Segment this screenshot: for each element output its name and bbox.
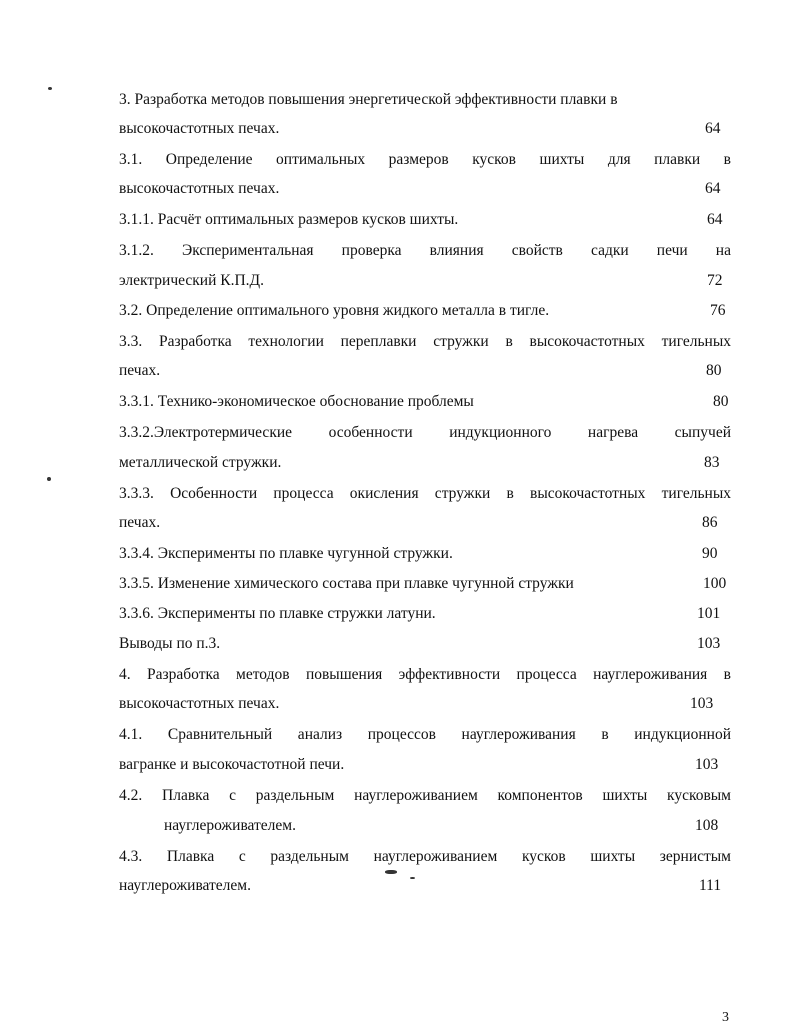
toc-entry-title: 4.3. Плавка с раздельным науглероживанием кусков шихты зернистым bbox=[119, 848, 731, 865]
toc-entry-title: 3.3.3. Особенности процесса окисления стружки в высокочастотных тигельных bbox=[119, 485, 731, 502]
toc-page-number: 64 bbox=[707, 211, 723, 228]
toc-entry-line bbox=[119, 814, 731, 838]
toc-entry-title: 4. Разработка методов повышения эффективности процесса науглероживания в bbox=[119, 666, 731, 683]
toc-page-number: 64 bbox=[705, 120, 721, 137]
toc-entry-line bbox=[119, 511, 731, 535]
toc-entry-title: 3.1.1. Расчёт оптимальных размеров кусков шихты. bbox=[119, 211, 459, 228]
toc-page-number: 103 bbox=[690, 695, 714, 712]
toc-entry-line bbox=[119, 117, 731, 141]
toc-page-number: 103 bbox=[695, 756, 719, 773]
toc-entry-continuation: высокочастотных печах. bbox=[119, 120, 280, 137]
toc-entry-continuation: металлической стружки. bbox=[119, 454, 282, 471]
toc-entry-title: 3.3.2.Электротермические особенности индукционного нагрева сыпучей bbox=[119, 424, 731, 441]
toc-entry-continuation: науглероживателем. bbox=[119, 877, 251, 894]
toc-entry-line bbox=[119, 208, 731, 232]
toc-page-number: 111 bbox=[699, 877, 722, 894]
toc-page-number: 83 bbox=[704, 454, 720, 471]
toc-entry-title: 3.3. Разработка технологии переплавки стружки в высокочастотных тигельных bbox=[119, 333, 731, 350]
toc-entry-title: 3.3.4. Эксперименты по плавке чугунной стружки. bbox=[119, 545, 453, 562]
toc-page-number: 76 bbox=[710, 302, 726, 319]
toc-entry-continuation: высокочастотных печах. bbox=[119, 695, 280, 712]
scan-speck bbox=[48, 87, 52, 90]
toc-entry-title: 3.2. Определение оптимального уровня жидкого металла в тигле. bbox=[119, 302, 550, 319]
toc-entry-line bbox=[119, 299, 731, 323]
toc-entry-line bbox=[119, 390, 731, 414]
toc-entry-line bbox=[119, 359, 731, 383]
toc-page-number: 101 bbox=[697, 605, 721, 622]
toc-entry-continuation: печах. bbox=[119, 514, 161, 531]
page-number: 3 bbox=[722, 1010, 729, 1025]
toc-entry-title: 3.3.5. Изменение химического состава при плавке чугунной стружки bbox=[119, 575, 574, 592]
toc-entry-line bbox=[119, 269, 731, 293]
toc-entry-line bbox=[119, 451, 731, 475]
toc-entry-continuation: науглероживателем. bbox=[164, 817, 296, 834]
toc-entry-title: 4.1. Сравнительный анализ процессов науглероживания в индукционной bbox=[119, 726, 731, 743]
toc-page-number: 80 bbox=[706, 362, 722, 379]
toc-entry-line bbox=[119, 753, 731, 777]
toc-page-number: 90 bbox=[702, 545, 718, 562]
toc-entry-line bbox=[119, 177, 731, 201]
toc-entry-title: 3.3.6. Эксперименты по плавке стружки латуни. bbox=[119, 605, 436, 622]
toc-entry-title: Выводы по п.3. bbox=[119, 635, 221, 652]
toc-entry-title: 4.2. Плавка с раздельным науглероживанием компонентов шихты кусковым bbox=[119, 787, 731, 804]
toc-page-number: 108 bbox=[695, 817, 719, 834]
toc-page-number: 103 bbox=[697, 635, 721, 652]
toc-entry-line bbox=[119, 542, 731, 566]
toc-entry-continuation: печах. bbox=[119, 362, 161, 379]
toc-entry-line bbox=[119, 632, 731, 656]
toc-page-number: 100 bbox=[703, 575, 727, 592]
toc-entry-line bbox=[119, 572, 731, 596]
toc-page-number: 64 bbox=[705, 180, 721, 197]
toc-entry-continuation: высокочастотных печах. bbox=[119, 180, 280, 197]
toc-entry-line bbox=[119, 692, 731, 716]
toc-entry-continuation: электрический К.П.Д. bbox=[119, 272, 264, 289]
toc-page-number: 80 bbox=[713, 393, 729, 410]
scan-speck bbox=[47, 477, 51, 481]
toc-entry-continuation: вагранке и высокочастотной печи. bbox=[119, 756, 345, 773]
toc-entry-line bbox=[119, 874, 731, 898]
toc-entry-line bbox=[119, 88, 731, 112]
toc-entry-title: 3. Разработка методов повышения энергетической эффективности плавки в bbox=[119, 91, 618, 108]
toc-page-number: 72 bbox=[707, 272, 723, 289]
toc-entry-title: 3.1. Определение оптимальных размеров кусков шихты для плавки в bbox=[119, 151, 731, 168]
toc-entry-title: 3.1.2. Экспериментальная проверка влияния свойств садки печи на bbox=[119, 242, 731, 259]
toc-entry-title: 3.3.1. Технико-экономическое обоснование проблемы bbox=[119, 393, 474, 410]
toc-page-number: 86 bbox=[702, 514, 718, 531]
toc-entry-line bbox=[119, 602, 731, 626]
